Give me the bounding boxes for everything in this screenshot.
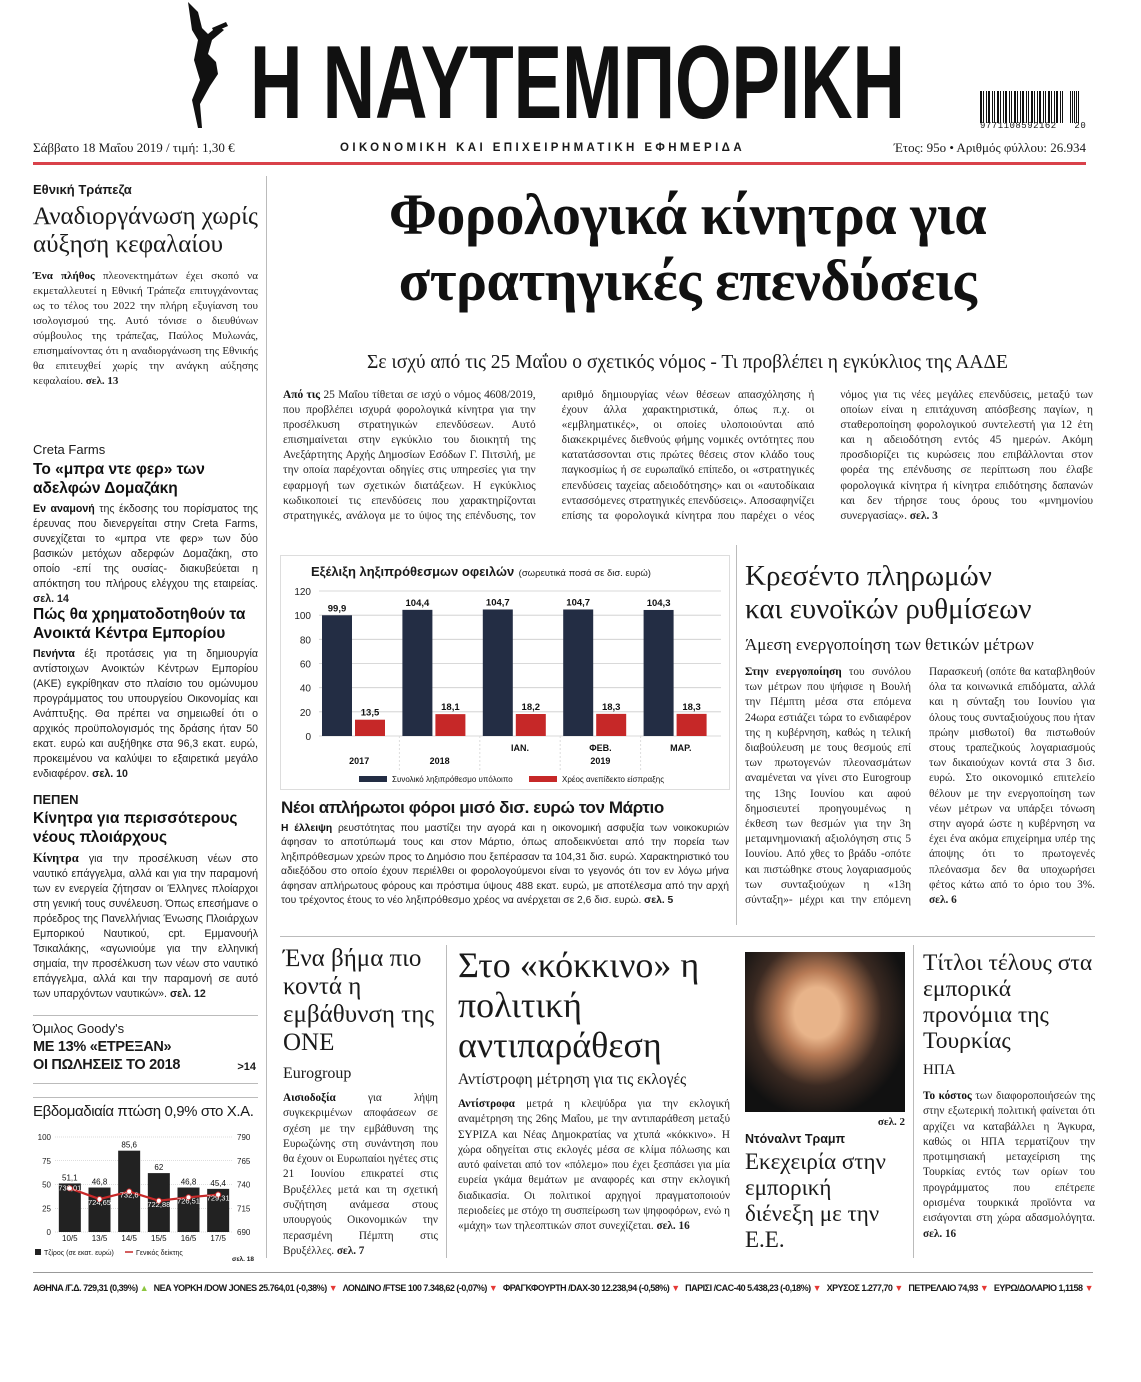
headline: Αναδιοργάνωση χωρίς αύξηση κεφαλαίου: [33, 203, 258, 258]
lead-words: Κίνητρα: [33, 851, 79, 865]
data-label: 18,1: [441, 702, 460, 714]
y-tick-label-right: 790: [237, 1133, 251, 1142]
article-creta-farms[interactable]: [33, 442, 258, 607]
bar: [178, 1188, 200, 1232]
page-ref: σελ. 3: [909, 509, 938, 522]
masthead-divider: [33, 162, 1086, 165]
article-arrears[interactable]: [281, 798, 729, 908]
y-tick-label: 80: [299, 635, 311, 647]
lead-words: Πενήντα: [33, 648, 75, 660]
chart-title: Εξέλιξη ληξιπρόθεσμων οφειλών: [311, 564, 515, 579]
barcode-bar: [1060, 91, 1061, 123]
headline-line-2: και ευνοϊκών ρυθμίσεων: [745, 593, 1032, 625]
article-body: [33, 647, 258, 782]
barcode-digits: 9771108592162: [980, 121, 1057, 131]
y-tick-label-right: 740: [237, 1180, 251, 1190]
barcode-bar: [1028, 91, 1029, 123]
bar: [89, 1188, 111, 1232]
bar: [402, 610, 432, 736]
article-body: [745, 665, 1095, 915]
lead-headline: [280, 182, 1095, 314]
barcode-bar: [1070, 91, 1071, 123]
ticker-label: ΑΘΗΝΑ /Γ.Δ. 729,31 (0,39%): [33, 1283, 140, 1293]
lead-headline-line-1: Φορολογικά κίνητρα για: [388, 182, 987, 247]
barcode-bar: [1076, 91, 1077, 123]
headline: Πώς θα χρηματοδοτηθούν τα Ανοικτά Κέντρα Εμπορίου: [33, 606, 246, 642]
article-one[interactable]: [283, 945, 438, 1259]
article-goodys[interactable]: [33, 1021, 258, 1074]
legend-label: Συνολικό ληξιπρόθεσμο υπόλοιπο: [392, 775, 513, 784]
subhead: Eurogroup: [283, 1065, 352, 1082]
bar: [355, 720, 385, 736]
photo-page-ref: σελ. 2: [877, 1116, 905, 1128]
y-tick-label: 100: [294, 611, 311, 623]
kicker: ΠΕΠΕΝ: [33, 792, 79, 807]
ticker-item: [908, 1283, 988, 1293]
headline-line-1: Κρεσέντο πληρωμών: [745, 560, 992, 592]
ticker-item: [503, 1283, 680, 1293]
newspaper-title-logo: [250, 18, 910, 130]
y-tick-label-left: 0: [46, 1228, 51, 1237]
x-group-label: 2019: [590, 756, 611, 766]
body-text: ρευστότητας που μαστίζει την αγορά και η οικονομική ασφυξία των νοικοκυριών άφησαν το αποτύπωμά τους και στον Μάρτιο, όπως αποδεικνύεται από την πορεία των ληξιπρόθεσμων χρεών προς το Δημόσιο που ξεπέρασαν τα 104,31 δισ. ευρώ. Χαρακτηριστικό του αδιεξόδου στο οποίο έχουν περιέλθει οι φορολογούμενοι είναι το γεγονός ότι τον εν λόγω μήνα άφησαν απλήρωτους φόρους και πρόστιμα ύψους 488 εκατ. ευρώ, με αποτέλεσμα από την αρχή του τρέχοντος έτους το νέο ληξιπρόθεσμο χρέος να ανέρχεται σε 2,6 δισ. ευρώ.: [281, 823, 729, 907]
ticker-item: [827, 1283, 903, 1293]
trump-photo: [745, 952, 905, 1112]
page-ref: σελ. 16: [923, 1227, 957, 1240]
row-divider: [33, 1083, 258, 1084]
bar: [322, 615, 352, 736]
page-ref: σελ. 6: [929, 894, 957, 907]
x-tick-label: 16/5: [180, 1234, 197, 1243]
y-tick-label-left: 75: [42, 1156, 51, 1166]
barcode-bar: [1005, 91, 1007, 123]
lead-words: Εν αναμονή: [33, 503, 95, 515]
barcode-bar: [1020, 91, 1021, 123]
page-ref: σελ. 12: [169, 988, 206, 1000]
barcode-bar: [1014, 91, 1016, 123]
article-turkey[interactable]: [923, 950, 1095, 1242]
body-text: έξι προτάσεις για τη δημιουργία αντίστοιχων Ανοικτών Κέντρων Εμπορίου (ΑΚΕ) εγκρίθηκαν στο πλαίσιο του ομώνυμου προγράμματος του υπουργείου Οικονομίας και Ανάπτυξης. Θα πρέπει να σημειωθεί ότι ο αρχικός προϋπολογισμός της δράσης ήταν 50 εκατ. ευρώ και αυξήθηκε στα 96,3 εκατ. ευρώ, προκειμένου να καλύψει το εξαιρετικά μεγάλο ενδιαφέρον.: [33, 648, 258, 780]
data-label: 62: [154, 1163, 164, 1173]
y-tick-label: 0: [305, 732, 311, 743]
ticker-item: [685, 1283, 821, 1293]
market-ticker: [33, 1283, 1093, 1293]
chart-subtitle: (σωρευτικά ποσά σε δισ. ευρώ): [518, 568, 651, 579]
lead-words: Στην ενεργοποίηση: [745, 666, 842, 678]
ticker-item: [994, 1283, 1093, 1293]
barcode-bar: [994, 91, 995, 123]
y-tick-label-left: 50: [42, 1180, 51, 1190]
legend-swatch: [35, 1249, 41, 1255]
x-tick-label: 15/5: [151, 1234, 167, 1243]
line-data-label: 722,88: [147, 1199, 171, 1209]
issue-info: Έτος: 95ο • Αριθμός φύλλου: 26.934: [893, 140, 1086, 155]
row-divider: [33, 1097, 258, 1098]
hermes-logo: [168, 0, 238, 130]
barcode-bar: [1062, 91, 1063, 123]
body-text: για λήψη συγκεκριμένων αποφάσεων σε σχέση με την εμβάθυνση της Ευρωζώνης στη συνάντηση που θα έχουν οι Ευρωπαίοι ηγέτες στις 21 Ιουνίου επικρατεί στις Βρυξέλλες μετά και τη σχετική συζήτηση ανάμεσα στους υπουργούς Οικονομικών την περασμένη Πέμπτη στις Βρυξέλλες.: [283, 1092, 438, 1257]
ticker-label: ΕΥΡΩ/ΔΟΛΑΡΙΟ 1,1158: [993, 1283, 1085, 1293]
body-text: πλεονεκτημάτων έχει σκοπό να εκμεταλλευτεί η Εθνική Τράπεζα επιτυγχάνοντας ως το τέλος του 2022 την πλήρη εξυγίανση του ισολογισμού της. Αυτό τόνισε ο διευθύνων σύμβουλος της τράπεζας, Παύλος Μυλωνάς, επισημαίνοντας ότι η αναδιοργάνωση της Εθνικής θα επιτευχθεί χωρίς την ανάγκη αύξησης κεφαλαίου.: [33, 270, 258, 387]
headline-line-2: ΟΙ ΠΩΛΗΣΕΙΣ ΤΟ 2018: [33, 1057, 181, 1073]
barcode-bar: [1078, 91, 1079, 123]
barcode-addon: 20: [1074, 121, 1087, 131]
arrears-chart: [280, 555, 730, 790]
bar: [483, 609, 513, 736]
y-tick-label: 120: [294, 587, 311, 598]
article-body: [33, 502, 258, 607]
bar: [563, 609, 593, 736]
line-data-label: 729,31: [206, 1193, 230, 1203]
headline: Στο «κόκκινο» η πολιτική αντιπαράθεση: [458, 945, 700, 1065]
subhead: ΗΠΑ: [923, 1062, 956, 1078]
line-data-label: 726,51: [177, 1196, 200, 1206]
y-tick-label: 20: [299, 707, 311, 719]
chart-title: Εβδομαδιαία πτώση 0,9% στο Χ.Α.: [33, 1103, 254, 1120]
newspaper-title: Η ΝΑΥΤΕΜΠΟΡΙΚΗ: [250, 25, 905, 130]
legend-label: Χρέος ανεπίδεκτο είσπραξης: [562, 775, 665, 784]
row-divider: [280, 936, 1095, 937]
page-ref: σελ. 16: [656, 1220, 690, 1233]
subhead: Άμεση ενεργοποίηση των θετικών μέτρων: [745, 635, 1034, 654]
barcode-bar: [1039, 91, 1041, 123]
y-tick-label: 40: [299, 683, 311, 695]
y-tick-label-right: 715: [237, 1204, 251, 1214]
barcode-bar: [1026, 91, 1027, 123]
y-tick-label-left: 100: [37, 1133, 51, 1142]
barcode-bar: [983, 91, 984, 123]
column-divider: [266, 176, 267, 1258]
ticker-label: ΠΑΡΙΣΙ /CAC-40 5.438,23 (-0,18%): [685, 1283, 813, 1293]
data-label: 104,7: [566, 597, 591, 609]
barcode-number: [980, 121, 1086, 131]
lead-words: Ένα πλήθος: [33, 270, 95, 282]
barcode-bar: [1037, 91, 1038, 123]
data-label: 18,2: [521, 702, 541, 714]
ticker-label: ΧΡΥΣΟΣ 1.277,70: [826, 1283, 895, 1293]
date-price: Σάββατο 18 Μαΐου 2019 / τιμή: 1,30 €: [33, 140, 235, 155]
headline: Νέοι απλήρωτοι φόροι μισό δισ. ευρώ τον Μάρτιο: [281, 798, 664, 817]
ticker-item: [154, 1283, 337, 1293]
line-data-label: 736,01: [58, 1183, 82, 1193]
page-ref: σελ. 18: [232, 1256, 254, 1263]
barcode-bar: [1011, 91, 1012, 123]
tagline: ΟΙΚΟΝΟΜΙΚΗ ΚΑΙ ΕΠΙΧΕΙΡΗΜΑΤΙΚΗ ΕΦΗΜΕΡΙΔΑ: [340, 142, 746, 154]
arrow-down-icon: ▼: [894, 1283, 903, 1293]
arrow-down-icon: ▼: [671, 1283, 680, 1293]
barcode-bar: [1003, 91, 1004, 123]
ticker-item: [33, 1283, 148, 1293]
legend-swatch: [359, 776, 387, 782]
y-tick-label-right: 690: [237, 1228, 251, 1237]
barcode-bar: [986, 91, 987, 123]
lead-article-body[interactable]: [283, 388, 1093, 528]
barcode-bar: [992, 91, 993, 123]
kicker: Όμιλος Goody's: [33, 1021, 125, 1036]
y-tick-label-right: 765: [237, 1156, 251, 1166]
lead-words: Το κόστος: [923, 1090, 972, 1102]
x-tick-label: 13/5: [91, 1234, 108, 1243]
article-body: [33, 269, 258, 389]
athex-chart-plot: [33, 1125, 258, 1261]
page-ref: σελ. 14: [33, 593, 69, 605]
ticker-label: ΦΡΑΓΚΦΟΥΡΤΗ /DAX-30 12.238,94 (-0,58%): [502, 1283, 672, 1293]
arrow-down-icon: ▼: [812, 1283, 822, 1293]
bar: [677, 714, 707, 736]
ticker-item: [343, 1283, 498, 1293]
headline: Το «μπρα ντε φερ» των αδελφών Δομαζάκη: [33, 461, 205, 497]
barcode-bar: [1074, 91, 1075, 123]
x-tick-label: ΦΕΒ.: [589, 743, 612, 753]
body-text: μετρά η κλεψύδρα για την εκλογική αναμέτρηση της 26ης Μαΐου, με την αντιπαράθεση μεταξύ ΣΥΡΙΖΑ και Νέας Δημοκρατίας να χτυπά «κόκκινο». Η χώρα οδηγείται στις εκλογές μέσα σε κλίμα πόλωσης και αυτό φαίνεται από τον «πόλεμο» που έχει ξεσπάσει για μία ευρεία γκάμα θεμάτων με αναφορές και στην εκλογική διαδικασία. Οι πολιτικοί αρχηγοί πραγματοποιούν περιοδείες με στόχο τη συσπείρωση των ψηφοφόρων, ενώ η «μάχη» των τηλεοπτικών σποτ συνεχίζεται.: [458, 1098, 730, 1233]
line-data-label: 732,6: [119, 1190, 139, 1200]
lead-words: Από τις: [283, 389, 321, 401]
subhead: Αντίστροφη μέτρηση για τις εκλογές: [458, 1071, 687, 1088]
article-body: [33, 851, 258, 1002]
row-divider: [33, 1015, 258, 1016]
data-label: 46,8: [91, 1177, 108, 1187]
headline: Ένα βήμα πιο κοντά η εμβάθυνση της ONE: [283, 945, 435, 1056]
arrow-up-icon: ▲: [139, 1283, 149, 1293]
ticker-label: ΛΟΝΔΙΝΟ /FTSE 100 7.348,62 (-0,07%): [342, 1283, 489, 1293]
legend-label: Τζίρος (σε εκατ. ευρώ): [44, 1250, 114, 1257]
headline: Κίνητρα για περισσότερους νέους πλοιάρχους: [33, 810, 238, 846]
kicker: Ντόναλντ Τραμπ: [745, 1132, 846, 1146]
barcode-bar: [1048, 91, 1050, 123]
ticker-divider: [33, 1272, 1093, 1273]
headline-line-1: ΜΕ 13% «ΕΤΡΕΞΑΝ»: [33, 1039, 172, 1055]
legend-label: Γενικός δείκτης: [136, 1250, 183, 1257]
barcode-bar: [1051, 91, 1052, 123]
x-tick-label: 14/5: [121, 1234, 137, 1243]
headline: Τίτλοι τέλους στα εμπορικά προνόμια της Τουρκίας: [923, 950, 1093, 1054]
data-label: 104,4: [405, 597, 430, 609]
article-body: [281, 822, 729, 908]
bar: [644, 610, 674, 736]
barcode-bar: [1054, 91, 1055, 123]
lead-subhead: Σε ισχύ από τις 25 Μαΐου ο σχετικός νόμος - Τι προβλέπει η εγκύκλιος της ΑΑΔΕ: [367, 352, 1008, 373]
page-ref: σελ. 10: [92, 768, 128, 780]
barcode-bar: [1043, 91, 1044, 123]
headline: Εκεχειρία στην εμπορική διένεξη με την Ε.Ε.: [745, 1149, 886, 1252]
legend-swatch: [529, 776, 557, 782]
article-pepen[interactable]: [33, 792, 258, 1002]
bar: [516, 714, 546, 736]
arrow-down-icon: ▼: [1084, 1283, 1093, 1293]
barcode-bar: [988, 91, 990, 123]
barcode-bar: [980, 91, 982, 123]
arrow-down-icon: ▼: [979, 1283, 989, 1293]
barcode-bar: [1000, 91, 1001, 123]
page-ref: σελ. 5: [644, 895, 674, 907]
barcode-bar: [997, 91, 999, 123]
data-label: 104,7: [485, 597, 510, 609]
kicker: Creta Farms: [33, 442, 106, 457]
barcode-bar: [1034, 91, 1035, 123]
data-label: 104,3: [646, 597, 671, 609]
line-data-label: 724,65: [88, 1198, 111, 1208]
body-text: της έκδοσης του πορίσματος της έρευνας που διενεργείται στην Creta Farms, συνεχίζεται το «μπρα ντε φερ» των δύο βασικών μετόχων αδερφών Δομαζάκη, στο οποίο -επί της ουσίας- διακυβεύεται η απόκτηση του πλήρους ελέγχου της εταιρείας.: [33, 503, 259, 590]
athex-chart: [33, 1103, 258, 1261]
article-crescendo[interactable]: [745, 560, 1095, 915]
data-label: 18,3: [601, 701, 621, 713]
barcode-bar: [1045, 91, 1046, 123]
x-tick-label: ΜΑΡ.: [670, 743, 692, 753]
article-trump[interactable]: [745, 952, 905, 1253]
barcode-bar: [1031, 91, 1033, 123]
x-tick-label: 2017: [349, 756, 370, 766]
article-political-confrontation[interactable]: [458, 945, 730, 1235]
y-tick-label: 60: [299, 659, 311, 671]
barcode-bar: [1022, 91, 1024, 123]
headline: [745, 560, 1095, 626]
lead-headline-line-2: στρατηγικές επενδύσεις: [398, 248, 977, 313]
article-body: [458, 1097, 730, 1235]
page-ref: σελ. 13: [85, 375, 119, 387]
data-label: 13,5: [360, 707, 380, 719]
data-label: 51,1: [62, 1173, 78, 1183]
x-tick-label: 10/5: [62, 1234, 78, 1243]
kicker: Εθνική Τράπεζα: [33, 182, 132, 197]
body-text: 25 Μαΐου τίθεται σε ισχύ ο νόμος 4608/2019, που προβλέπει ισχυρά φορολογικά κίνητρα για την προσέλκυση στρατηγικών επενδύσεων. Αυτό επισημαίνεται στην εγκύκλιο του διοικητή της Ανεξάρτητης Αρχής Δημοσίων Εσόδων Γ. Πιτσιλή, με την οποία παρέχονται οδηγίες στις υπηρεσίες για την εφαρμογή των σχετικών διατάξεων. Η εγκύκλιος κωδικοποιεί τις επενδύσεις που χαρακτηρίζονται στρατηγικές, ανάλογα με το ύψος της επένδυσης, τον αριθμό δημιουργίας νέων θέσεων απασχόλησης ή έχουν άλλα χαρακτηριστικά, όπως π.χ. οι «εμβληματικές», οι οποίες υλοποιούνται από διακεκριμένες διεθνούς φήμης νομικές οντότητες που κατατάσσονται στις πρώτες θέσεις στον κλάδο τους παγκοσμίως ή σε ευρωπαϊκό επίπεδο, οι «στρατηγικές επενδύσεις ταχείας αδειοδότησης» και οι «αυτοδίκαια εντασσόμενες στρατηγικές επενδύσεις». Αποσαφηνίζει επίσης τα φορολογικά κίνητρα που παρέχει ο νέος νόμος για τις νέες μεγάλες επενδύσεις, μεταξύ των οποίων είναι η επιτάχυνση απόσβεσης παγίων, η σταθεροποίηση φορολογικού συντελεστή για 12 έτη και η αδειοδότηση εντός 45 ημερών. Ακόμη προσδιορίζει τις κυρώσεις που επιβάλλονται στον φορέα της επένδυσης σε περίπτωση που έλαβε φορολογικά κίνητρα ή κίνητρα επιδότησης δαπανών και δεν τήρησε τους όρους του «μνημονίου συνεργασίας».: [283, 389, 1093, 522]
barcode-bar: [1009, 91, 1010, 123]
arrow-down-icon: ▼: [328, 1283, 338, 1293]
article-ake[interactable]: [33, 605, 258, 782]
data-label: 45,4: [210, 1178, 226, 1188]
data-label: 18,3: [682, 701, 701, 713]
data-label: 99,9: [327, 603, 347, 615]
arrears-chart-plot: [281, 556, 729, 789]
column-divider: [736, 545, 737, 925]
page-ref: >14: [237, 1061, 256, 1073]
barcode-bar: [1072, 91, 1073, 123]
body-text: του συνόλου των μέτρων που ψήφισε η Βουλή την Πέμπτη μέσα στα επόμενα 24ωρα εστιάζει τώρα το ενδιαφέρον της η κυβέρνηση, καθώς η τελική διαβούλευση με τους θεσμούς επί των πρωτογενών πλεονασμάτων αναμένεται να γίνει στο Eurogroup της 13ης Ιουνίου και αφού δημοσιευτεί προηγουμένως η έκθεση των θεσμών για την 3η μεταμνημονιακή αξιολόγηση στις 5 Ιουνίου. Από χθες το βράδυ -οπότε και πιστώθηκε στους λογαριασμούς των συνταξιούχων η «13η σύνταξη»- μέχρι και την επόμενη Παρασκευή (οπότε θα καταβληθούν όλα τα κοινωνικά επιδόματα, αλλά και η σύνταξη του Ιουνίου για όλους τους συνταξιούχους που ήταν πρώην μισθωτοί) θα πιστωθούν στους τραπεζικούς λογαριασμούς των δικαιούχων κοντά στα 3 δισ. ευρώ. Στο οικονομικό επιτελείο θέλουν με την ενεργοποίηση των νέων μέτρων να υπάρξει τόνωση στην αγορά ώστε η κυβέρνηση να έχει ένα ακόμα επιχείρημα υπέρ της άποψης ότι το πρωτογενές πλεόνασμα δεν θα υποχωρήσει φέτος κάτω από το όριο του 3%.: [745, 666, 1095, 907]
arrow-down-icon: ▼: [488, 1283, 498, 1293]
column-divider: [446, 945, 447, 1258]
ticker-label: ΠΕΤΡΕΛΑΙΟ 74,93: [908, 1283, 980, 1293]
bar: [435, 714, 465, 736]
ticker-label: ΝΕΑ ΥΟΡΚΗ /DOW JONES 25.764,01 (-0,38%): [153, 1283, 329, 1293]
article-body: [923, 1089, 1095, 1242]
bar: [596, 714, 626, 736]
body-text: των διαφοροποιήσεών της στην εξωτερική πολιτική φαίνεται ότι αρχίζει να καταβάλλει η Άγκυρα, καθώς οι ΗΠΑ τερματίζουν την προτιμησιακή μεταχείριση της Τουρκίας εντός των ορίων του προγράμματος που επέτρεπε ορισμένα τουρκικά προϊόντα να εισάγονται στη χώρα αδασμολόγητα.: [923, 1090, 1095, 1225]
x-tick-label: 2018: [429, 756, 450, 766]
column-divider: [913, 945, 914, 1258]
barcode-bar: [1056, 91, 1058, 123]
body-text: για την προσέλκυση νέων στο ναυτικό επάγγελμα, αλλά και για την παραμονή των εν ενεργεία ζήτησαν οι Έλληνες πλοίαρχοι στη γενική τους συνέλευση. Όπως επεσήμανε ο πρόεδρος της Πανελλήνιας Ένωσης Πλοιάρχων Εμπορικού Ναυτικού, cpt. Εμμανουήλ Τσικαλάκης, «αγωνιούμε για την ελληνική σημαία, την προσέλκυση των νέων στο ναυτικό επάγγελμα, αλλά και την παραμονή σε αυτό των υπαρχόντων ναυτικών».: [33, 853, 258, 1000]
lead-words: Αισιοδοξία: [283, 1092, 336, 1104]
x-tick-label: ΙΑΝ.: [511, 743, 529, 753]
article-nbg[interactable]: [33, 182, 258, 389]
data-label: 46,8: [180, 1177, 197, 1187]
lead-words: Η έλλειψη: [281, 823, 333, 834]
data-label: 85,6: [121, 1140, 137, 1150]
x-tick-label: 17/5: [210, 1234, 226, 1243]
barcode-bar: [1017, 91, 1018, 123]
article-body: [283, 1091, 438, 1259]
lead-words: Αντίστροφα: [458, 1098, 515, 1110]
y-tick-label-left: 25: [42, 1204, 51, 1214]
page-ref: σελ. 7: [336, 1244, 365, 1257]
